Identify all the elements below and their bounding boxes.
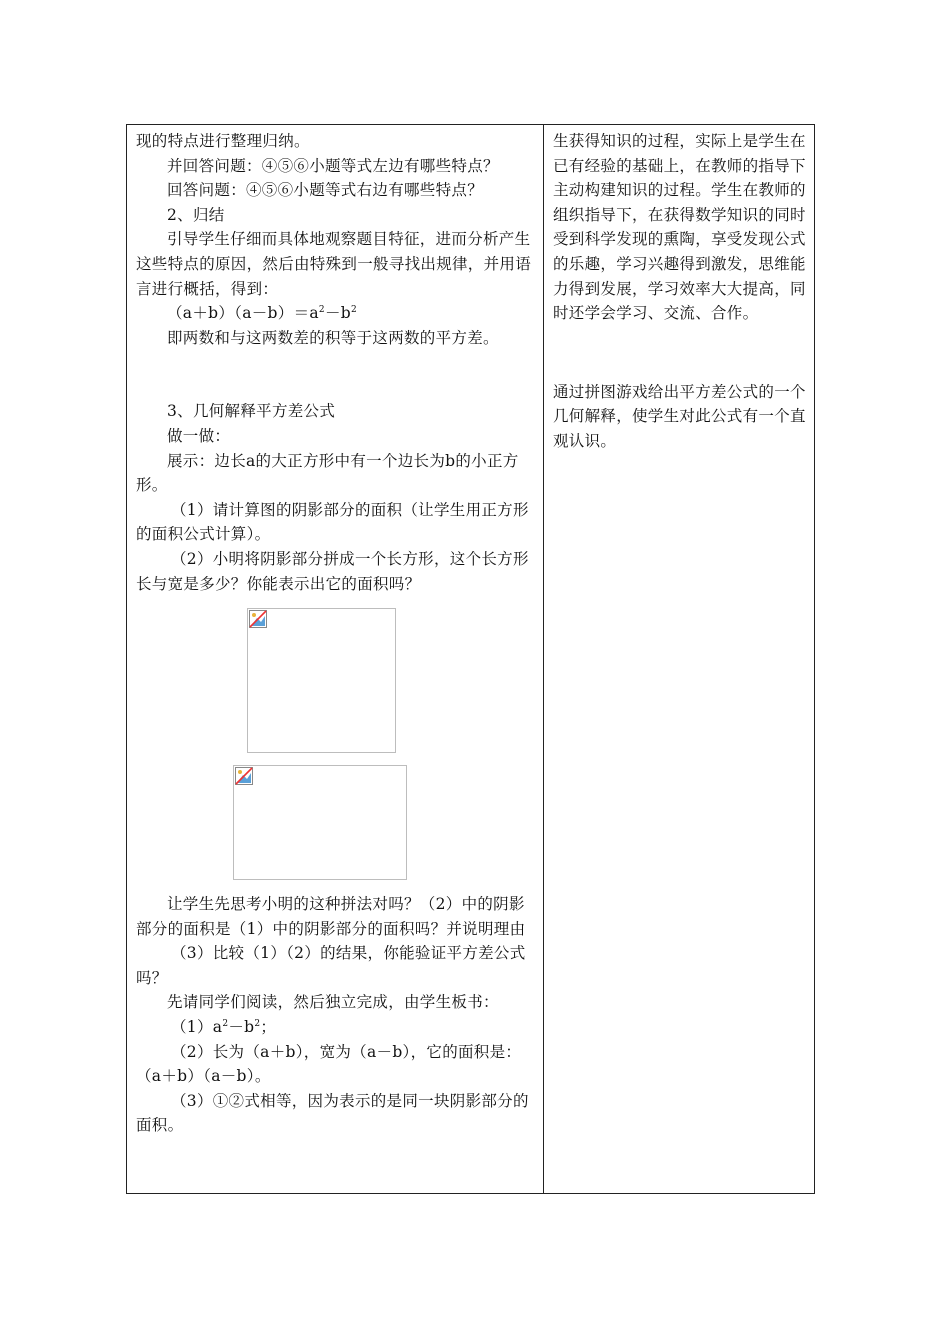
formula-exponent: 2 [318,305,325,315]
text-paragraph: （a＋b）（a－b）。 [136,1067,271,1086]
text-paragraph: 即两数和与这两数差的积等于这两数的平方差。 [167,328,499,347]
formula-text: －b [228,1018,255,1037]
formula-text: －b [324,304,351,323]
text-paragraph: 现的特点进行整理归纳。 [136,132,310,150]
formula-exponent: 2 [350,305,358,315]
formula-text: （a＋b）（a－b）＝a [167,304,319,323]
lesson-table [126,124,815,1194]
column-divider [543,125,544,1193]
formula-text: ； [260,1018,277,1037]
text-paragraph: 先请同学们阅读，然后独立完成，由学生板书： [167,993,499,1012]
text-paragraph: 回答问题：④⑤⑥小题等式右边有哪些特点？ [167,181,484,200]
text-paragraph: 展示：边长a的大正方形中有一个边长为b的小正方形。 [136,451,519,495]
section-heading: 2、归结 [167,205,225,224]
formula-line [136,1015,534,1040]
text-paragraph: （3）比较（1）（2）的结果，你能验证平方差公式吗？ [136,944,526,987]
rectangle-diagram-image [233,765,407,880]
formula-exponent: 2 [222,1018,229,1029]
text-paragraph: 引导学生仔细而具体地观察题目特征，进而分析产生这些特点的原因，然后由特殊到一般寻找出规律，并用语言进行概括，得到： [136,230,532,298]
design-intent-column [553,129,808,454]
text-paragraph: （1）请计算图的阴影部分的面积（让学生用正方形的面积公式计算）。 [136,500,529,544]
text-paragraph: 让学生先思考小明的这种拼法对吗？（2）中的阴影部分的面积是（1）中的阴影部分的面积吗？并说明理由 [136,895,526,938]
text-paragraph: 生获得知识的过程，实际上是学生在已有经验的基础上，在教师的指导下主动构建知识的过程。学生在教师的组织指导下，在获得数学知识的同时受到科学发现的熏陶，享受发现公式的乐趣，学习兴趣得到激发，思维能力得到发展，学习效率大大提高，同时还学会学习、交流、合作。 [553,132,806,323]
text-paragraph: 通过拼图游戏给出平方差公式的一个几何解释，使学生对此公式有一个直观认识。 [553,382,806,450]
section-heading: 3、几何解释平方差公式 [167,402,336,421]
formula-line [136,301,534,326]
broken-image-icon [249,610,267,628]
formula-text: （1）a [171,1018,223,1037]
text-paragraph: （2）小明将阴影部分拼成一个长方形，这个长方形长与宽是多少？你能表示出它的面积吗？ [136,549,529,593]
text-paragraph: （2）长为（a＋b），宽为（a－b），它的面积是： [171,1042,522,1061]
text-paragraph: （3）①②式相等，因为表示的是同一块阴影部分的面积。 [136,1091,529,1135]
text-paragraph: 并回答问题：④⑤⑥小题等式左边有哪些特点？ [167,156,499,175]
square-diagram-image [247,608,396,753]
formula-exponent: 2 [254,1018,261,1029]
broken-image-icon [235,767,253,785]
text-paragraph: 做一做： [167,426,231,445]
